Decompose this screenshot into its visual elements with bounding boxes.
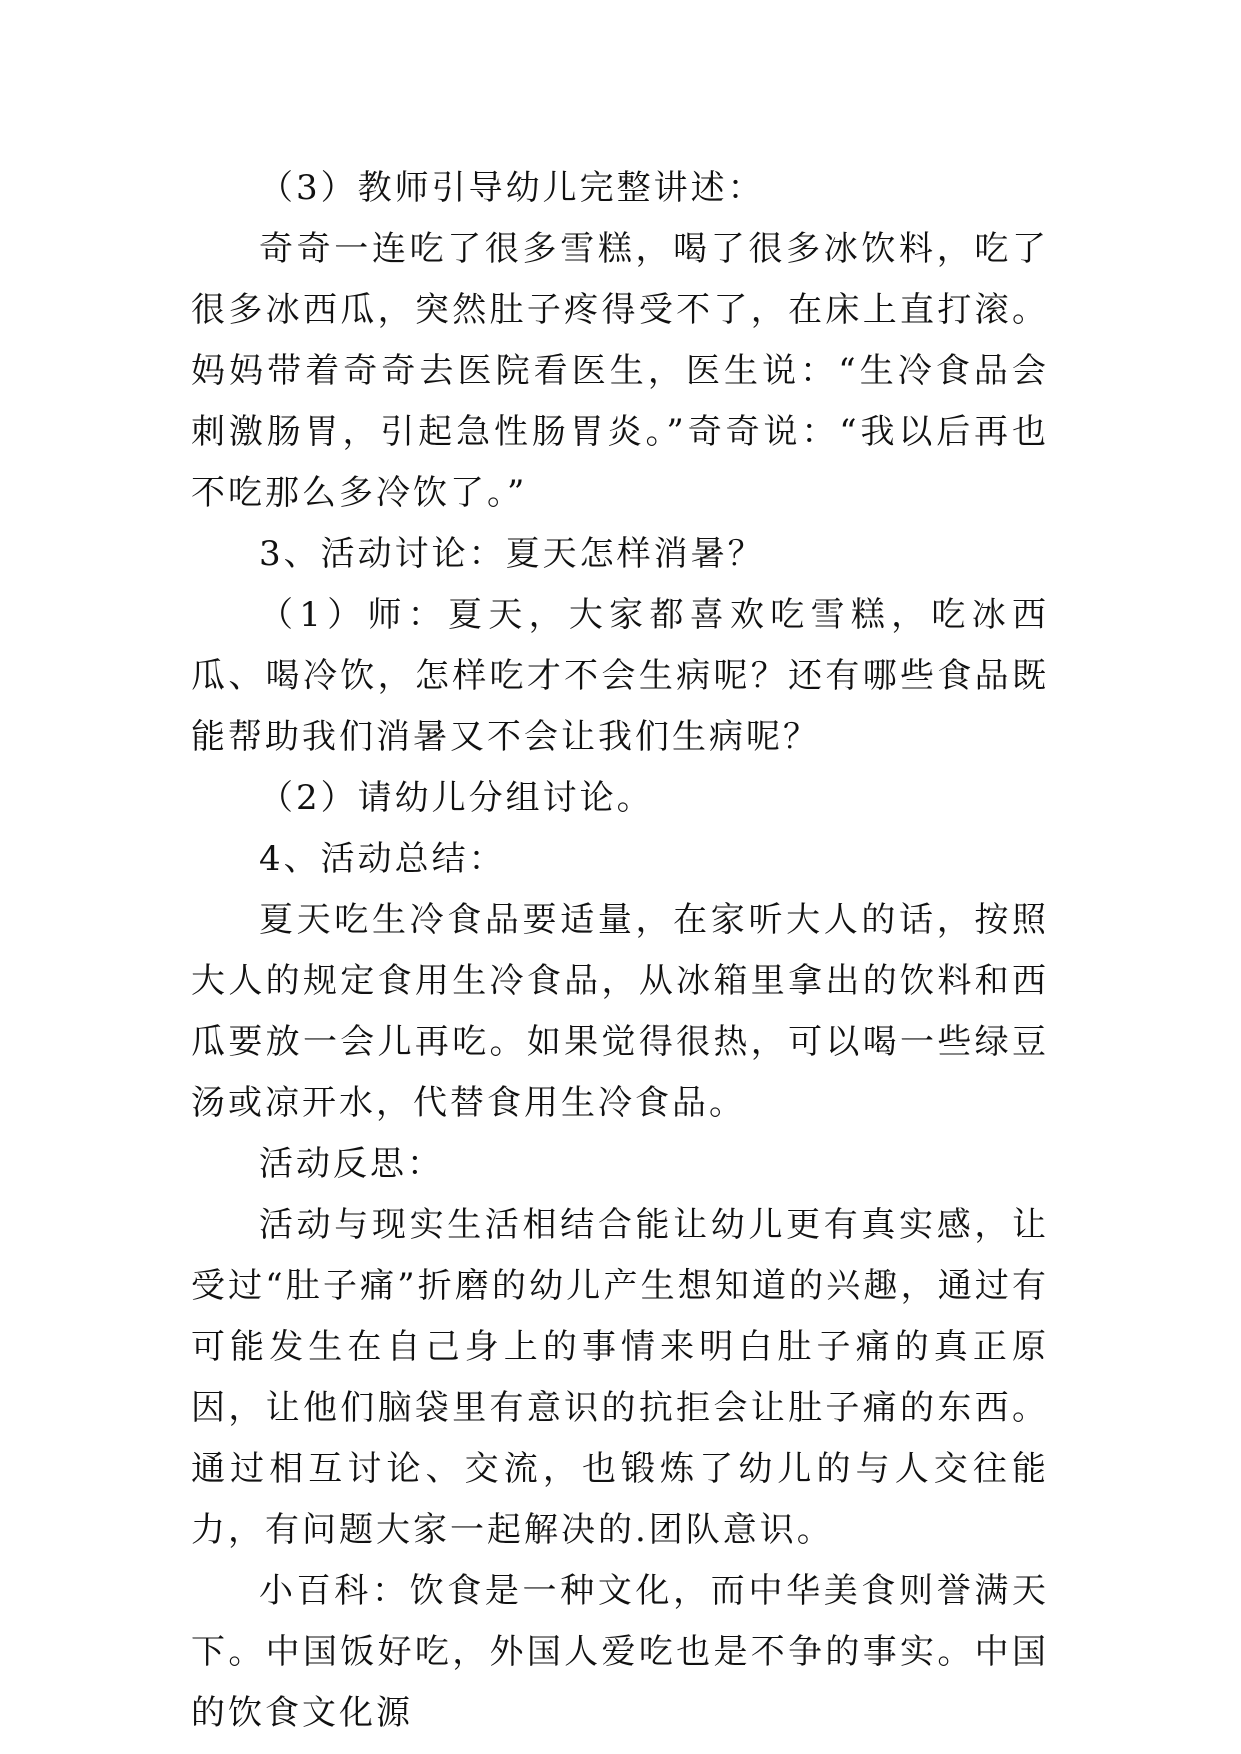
paragraph-summary-heading: 4、活动总结： (259, 839, 506, 879)
paragraph-reflection-heading: 活动反思： (259, 1144, 444, 1184)
paragraph-summary: 夏天吃生冷食品要适量，在家听大人的话，按照大人的规定食用生冷食品，从冰箱里拿出的饮料和西瓜要放一会儿再吃。如果觉得很热，可以喝一些绿豆汤或凉开水，代替食用生冷食品。 (191, 900, 1049, 1123)
paragraph-encyclopedia: 小百科：饮食是一种文化，而中华美食则誉满天下。中国饭好吃，外国人爱吃也是不争的事实。中国的饮食文化源 (191, 1571, 1049, 1733)
paragraph-step-3-heading: （3）教师引导幼儿完整讲述： (259, 168, 765, 208)
paragraph-story: 奇奇一连吃了很多雪糕，喝了很多冰饮料，吃了很多冰西瓜，突然肚子疼得受不了，在床上直打滚。妈妈带着奇奇去医院看医生，医生说：“生冷食品会刺激肠胃，引起急性肠胃炎。”奇奇说：“我以后再也不吃那么多冷饮了。” (191, 229, 1049, 513)
paragraph-discussion-heading: 3、活动讨论：夏天怎样消暑？ (259, 534, 765, 574)
paragraph-reflection: 活动与现实生活相结合能让幼儿更有真实感，让受过“肚子痛”折磨的幼儿产生想知道的兴趣，通过有可能发生在自己身上的事情来明白肚子痛的真正原因，让他们脑袋里有意识的抗拒会让肚子痛的东西。通过相互讨论、交流，也锻炼了幼儿的与人交往能力，有问题大家一起解决的.团队意识。 (191, 1205, 1049, 1550)
document-body (191, 158, 1049, 1744)
paragraph-teacher-question: （1）师：夏天，大家都喜欢吃雪糕，吃冰西瓜、喝冷饮，怎样吃才不会生病呢？还有哪些食品既能帮助我们消暑又不会让我们生病呢？ (191, 595, 1049, 757)
paragraph-group-discussion: （2）请幼儿分组讨论。 (259, 778, 654, 818)
